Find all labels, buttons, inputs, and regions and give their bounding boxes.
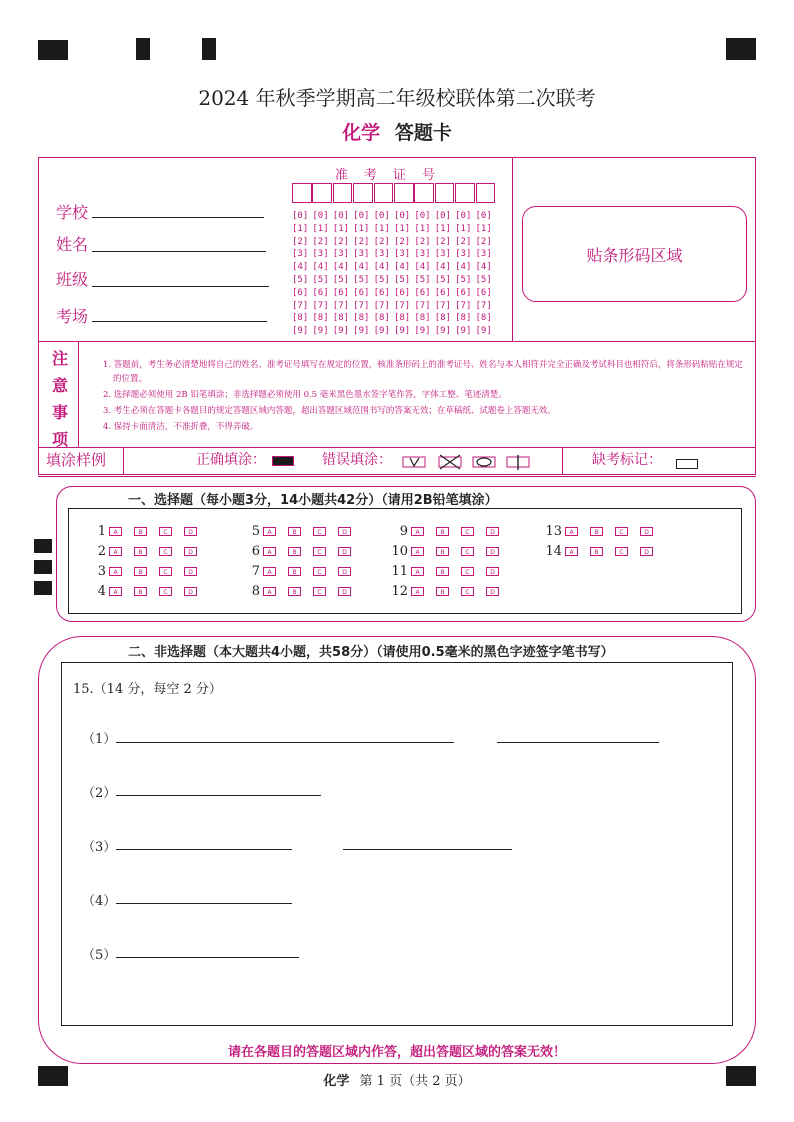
school-label: 学校 <box>56 203 89 222</box>
option-bubble[interactable]: D <box>184 587 197 596</box>
option-bubble[interactable]: B <box>436 587 449 596</box>
room-label: 考场 <box>56 307 89 326</box>
option-bubble[interactable]: B <box>288 587 301 596</box>
option-bubble[interactable]: D <box>486 567 499 576</box>
option-bubble[interactable]: D <box>184 567 197 576</box>
choice-question <box>544 524 665 539</box>
option-bubble[interactable]: B <box>134 527 147 536</box>
notice-item: 3. 考生必须在答题卡各题目的规定答题区域内答题，超出答题区域范围书写的答案无效；在草稿纸、试题卷上答题无效。 <box>103 406 556 416</box>
option-bubble[interactable]: B <box>288 567 301 576</box>
choice-question <box>242 544 363 559</box>
section1-title: 一、选择题（每小题3分，14小题共42分）（请用2B铅笔填涂） <box>128 493 498 508</box>
digit-row[interactable]: [5] [5] [5] [5] [5] [5] [5] [5] [5] [5] <box>292 274 492 285</box>
notice-heading: 注 意 事 项 <box>51 349 68 449</box>
choice-question <box>390 524 511 539</box>
option-bubble[interactable]: C <box>313 567 326 576</box>
option-bubble[interactable]: B <box>436 527 449 536</box>
notice-item: 4. 保持卡面清洁，不准折叠，不得弄破。 <box>103 422 259 432</box>
school-field[interactable] <box>92 217 264 218</box>
option-bubble[interactable]: A <box>263 547 276 556</box>
option-bubble[interactable]: C <box>159 587 172 596</box>
fill-correct-label: 正确填涂： <box>196 452 266 468</box>
notice-list <box>103 358 743 434</box>
option-bubble[interactable]: B <box>436 567 449 576</box>
choice-question <box>390 564 511 579</box>
ticket-number-title: 准考证号 <box>334 168 451 183</box>
sub-question-label: （5） <box>82 948 117 963</box>
question-number: 11 <box>391 564 408 579</box>
option-bubble[interactable]: C <box>461 527 474 536</box>
page-number <box>0 1070 794 1089</box>
digit-row[interactable]: [0] [0] [0] [0] [0] [0] [0] [0] [0] [0] <box>292 211 492 221</box>
option-bubble[interactable]: A <box>411 587 424 596</box>
option-bubble[interactable]: D <box>486 527 499 536</box>
option-bubble[interactable]: A <box>263 567 276 576</box>
option-bubble[interactable]: D <box>184 547 197 556</box>
option-bubble[interactable]: D <box>338 547 351 556</box>
option-bubble[interactable]: B <box>288 527 301 536</box>
option-bubble[interactable]: A <box>411 567 424 576</box>
option-bubble[interactable]: B <box>134 567 147 576</box>
question-number: 14 <box>545 544 562 559</box>
option-bubble[interactable]: D <box>486 587 499 596</box>
option-bubble[interactable]: B <box>134 547 147 556</box>
option-bubble[interactable]: D <box>338 527 351 536</box>
option-bubble[interactable]: C <box>313 527 326 536</box>
option-bubble[interactable]: B <box>590 547 603 556</box>
question-number: 10 <box>391 544 408 559</box>
choice-question <box>242 564 363 579</box>
option-bubble[interactable]: D <box>338 567 351 576</box>
option-bubble[interactable]: A <box>263 587 276 596</box>
absent-mark-box[interactable] <box>676 459 698 469</box>
absent-mark-label: 缺考标记： <box>592 452 662 468</box>
footer-subject: 化学 <box>323 1074 350 1089</box>
barcode-label: 贴条形码区域 <box>586 245 683 265</box>
timing-mark <box>136 38 150 60</box>
name-label: 姓名 <box>56 235 89 254</box>
option-bubble[interactable]: A <box>263 527 276 536</box>
sub-question-label: （1） <box>82 732 117 747</box>
digit-row[interactable]: [9] [9] [9] [9] [9] [9] [9] [9] [9] [9] <box>292 326 492 337</box>
question-number: 1 <box>97 524 106 539</box>
answer-line[interactable] <box>116 742 454 743</box>
digit-row[interactable]: [1] [1] [1] [1] [1] [1] [1] [1] [1] [1] <box>292 223 492 234</box>
question-number: 9 <box>399 524 408 539</box>
option-bubble[interactable]: A <box>411 547 424 556</box>
room-field[interactable] <box>92 321 267 322</box>
answer-line[interactable] <box>116 957 299 958</box>
class-field[interactable] <box>92 286 269 287</box>
barcode-area <box>522 206 747 302</box>
ticket-digit-grid[interactable] <box>292 210 496 338</box>
question-number: 12 <box>391 584 408 599</box>
option-bubble[interactable]: A <box>109 587 122 596</box>
option-bubble[interactable]: A <box>565 527 578 536</box>
sub-question-label: （2） <box>82 786 117 801</box>
option-bubble[interactable]: A <box>109 547 122 556</box>
option-bubble[interactable]: A <box>109 527 122 536</box>
option-bubble[interactable]: A <box>565 547 578 556</box>
option-bubble[interactable]: D <box>184 527 197 536</box>
sub-question-label: （4） <box>82 894 117 909</box>
ticket-number-boxes[interactable] <box>292 183 496 203</box>
option-bubble[interactable]: C <box>159 567 172 576</box>
choice-question <box>88 564 209 579</box>
exam-title: 2024 年秋季学期高二年级校联体第二次联考 <box>198 86 596 110</box>
timing-mark <box>726 38 756 60</box>
digit-row[interactable]: [6] [6] [6] [6] [6] [6] [6] [6] [6] [6] <box>292 287 492 298</box>
option-bubble[interactable]: D <box>640 547 653 556</box>
class-label: 班级 <box>56 270 89 289</box>
notice-item: 2. 选择题必须使用 2B 铅笔填涂；非选择题必须使用 0.5 毫米黑色墨水签字笔作答，字体工整、笔迹清楚。 <box>103 390 507 400</box>
sub-question-label: （3） <box>82 840 117 855</box>
option-bubble[interactable]: B <box>134 587 147 596</box>
timing-mark <box>202 38 216 60</box>
question-number: 2 <box>97 544 106 559</box>
answer-line[interactable] <box>116 795 321 796</box>
choice-question <box>88 544 209 559</box>
answer-line[interactable] <box>497 742 659 743</box>
answer-area <box>61 662 733 1026</box>
digit-row[interactable]: [8] [8] [8] [8] [8] [8] [8] [8] [8] [8] <box>292 313 492 324</box>
question-number: 13 <box>545 524 562 539</box>
question-number: 4 <box>97 584 106 599</box>
option-bubble[interactable]: C <box>461 587 474 596</box>
option-bubble[interactable]: B <box>288 547 301 556</box>
section2-title: 二、非选择题（本大题共4小题，共58分）（请使用0.5毫米的黑色字迹签字笔书写） <box>128 645 614 660</box>
question-number: 7 <box>251 564 260 579</box>
timing-mark <box>38 40 68 60</box>
question-15-header: 15.（14 分，每空 2 分） <box>73 682 222 697</box>
name-field[interactable] <box>92 251 266 252</box>
option-bubble[interactable]: C <box>159 547 172 556</box>
option-bubble[interactable]: C <box>159 527 172 536</box>
option-bubble[interactable]: C <box>615 527 628 536</box>
answer-area-warning: 请在各题目的答题区域内作答，超出答题区域的答案无效！ <box>227 1045 566 1060</box>
choice-question <box>544 544 665 559</box>
option-bubble[interactable]: C <box>461 547 474 556</box>
option-bubble[interactable]: D <box>338 587 351 596</box>
correct-fill-icon <box>272 456 294 466</box>
question-number: 6 <box>251 544 260 559</box>
question-number: 8 <box>251 584 260 599</box>
card-label: 答题卡 <box>394 122 452 144</box>
question-number: 5 <box>251 524 260 539</box>
option-bubble[interactable]: C <box>313 587 326 596</box>
option-bubble[interactable]: C <box>313 547 326 556</box>
timing-mark <box>34 539 52 553</box>
subject-name: 化学 <box>342 122 381 144</box>
notice-item: 1. 答题前，考生务必清楚地将自己的姓名、准考证号填写在规定的位置，核准条形码上的准考证号、姓名与本人相符并完全正确及考试科目也相符后，将条形码粘贴在规定的位置。 <box>103 360 743 384</box>
fill-sample-label: 填涂样例 <box>46 451 107 469</box>
timing-mark <box>34 560 52 574</box>
option-bubble[interactable]: D <box>486 547 499 556</box>
answer-line[interactable] <box>116 849 292 850</box>
choice-question <box>88 584 209 599</box>
question-number: 3 <box>97 564 106 579</box>
digit-row[interactable]: [2] [2] [2] [2] [2] [2] [2] [2] [2] [2] <box>292 236 492 247</box>
digit-row[interactable]: [3] [3] [3] [3] [3] [3] [3] [3] [3] [3] <box>292 249 492 260</box>
answer-line[interactable] <box>116 903 292 904</box>
option-bubble[interactable]: B <box>436 547 449 556</box>
choice-question <box>390 584 511 599</box>
option-bubble[interactable]: D <box>640 527 653 536</box>
option-bubble[interactable]: C <box>461 567 474 576</box>
choice-question <box>242 524 363 539</box>
fill-wrong-label: 错误填涂： <box>322 452 392 468</box>
digit-row[interactable]: [7] [7] [7] [7] [7] [7] [7] [7] [7] [7] <box>292 300 492 311</box>
footer-page: 第 1 页（共 2 页） <box>359 1074 471 1089</box>
timing-mark <box>34 581 52 595</box>
choice-question <box>88 524 209 539</box>
digit-row[interactable]: [4] [4] [4] [4] [4] [4] [4] [4] [4] [4] <box>292 262 492 273</box>
option-bubble[interactable]: A <box>411 527 424 536</box>
option-bubble[interactable]: A <box>109 567 122 576</box>
wrong-fill-icons <box>402 454 532 470</box>
card-subtitle <box>0 118 794 145</box>
option-bubble[interactable]: C <box>615 547 628 556</box>
choice-question <box>242 584 363 599</box>
choice-question <box>390 544 511 559</box>
option-bubble[interactable]: B <box>590 527 603 536</box>
answer-line[interactable] <box>343 849 512 850</box>
